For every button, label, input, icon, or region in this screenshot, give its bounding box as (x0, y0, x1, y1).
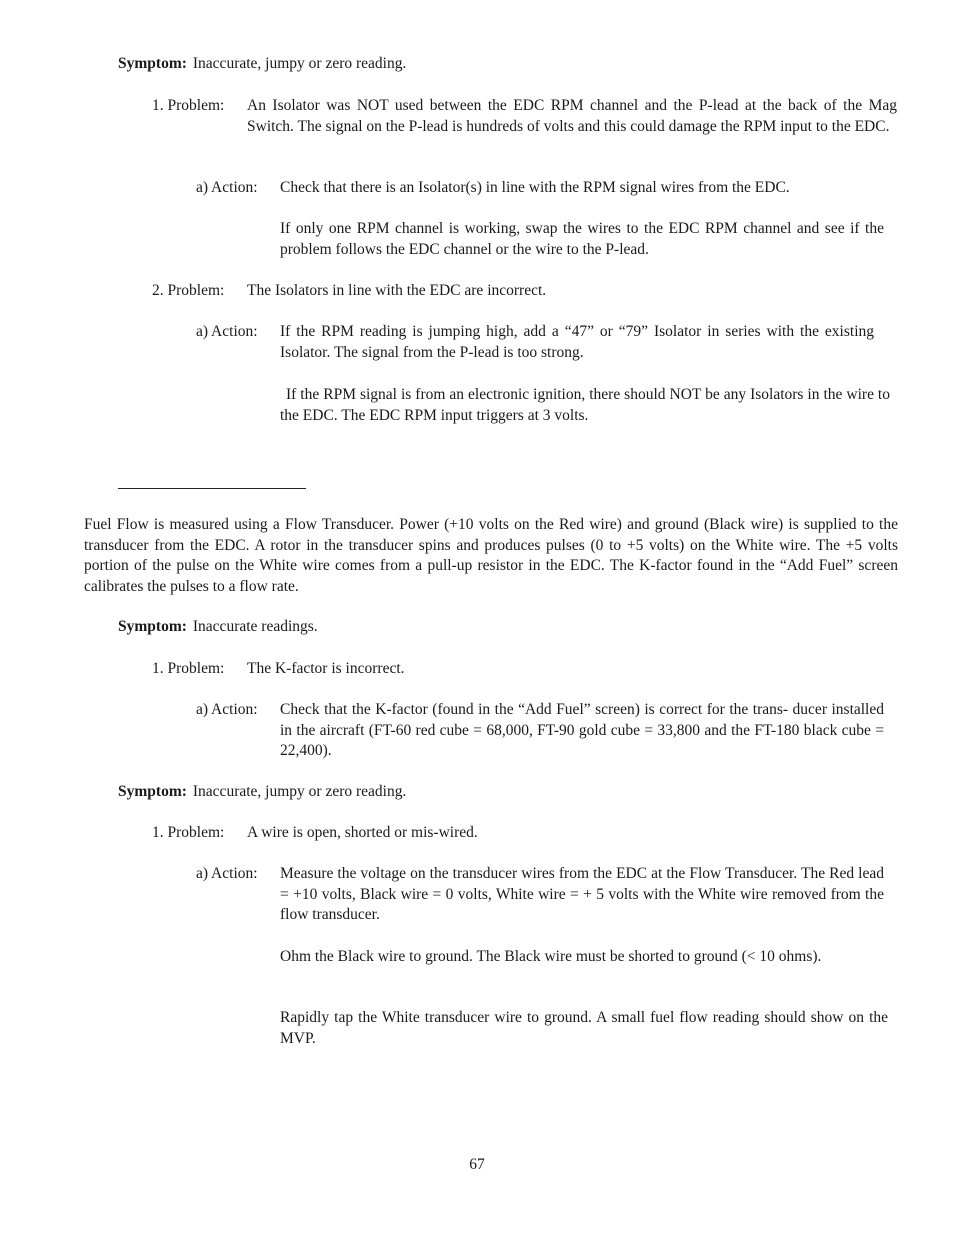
symptom-line (118, 54, 406, 75)
action-text-2: If only one RPM channel is working, swap the wires to the EDC RPM channel and see if the problem follows the EDC channel or the wire to the P-lead. (280, 220, 884, 258)
problem-label: 1. Problem: (152, 824, 225, 841)
action-text: If the RPM reading is jumping high, add a “47” or “79” Isolator in series with the existing Isolator. The signal from the P-lead is too strong. (280, 323, 874, 361)
action-label: a) Action: (196, 179, 258, 196)
fuel-flow-intro: Fuel Flow is measured using a Flow Transducer. Power (+10 volts on the Red wire) and ground (Black wire) is supplied to the transducer from the EDC. A rotor in the transducer spins and produces pulses (0 to +5 volts) on the White wire. The +5 volts portion of the pulse on the White wire comes from a pull-up resistor in the EDC. The K-factor found in the “Add Fuel” screen calibrates the pulses to a flow rate. (84, 516, 898, 596)
action-text: Check that there is an Isolator(s) in line with the RPM signal wires from the EDC. (280, 179, 790, 196)
action-label: a) Action: (196, 323, 258, 340)
problem-label: 2. Problem: (152, 282, 225, 299)
symptom-line (118, 782, 406, 803)
symptom-text: Inaccurate, jumpy or zero reading. (192, 55, 407, 72)
action-label: a) Action: (196, 701, 258, 718)
symptom-label: Symptom: (118, 618, 187, 635)
symptom-label: Symptom: (118, 55, 187, 72)
action-text: Check that the K-factor (found in the “Add Fuel” screen) is correct for the trans- ducer installed in the aircraft (FT-60 red cube = 68,000, FT-90 gold cube = 33,800 and the FT-180 black cube = 22,400). (280, 701, 884, 760)
problem-text: A wire is open, shorted or mis-wired. (247, 824, 478, 841)
problem-text: An Isolator was NOT used between the EDC RPM channel and the P-lead at the back of the Mag Switch. The signal on the P-lead is hundreds of volts and this could damage the RPM input to the EDC. (247, 97, 897, 135)
problem-label: 1. Problem: (152, 660, 225, 677)
action-label: a) Action: (196, 865, 258, 882)
page-number: 67 (469, 1156, 485, 1173)
symptom-text: Inaccurate readings. (192, 618, 318, 635)
problem-text: The Isolators in line with the EDC are incorrect. (247, 282, 547, 299)
action-text-3: Rapidly tap the White transducer wire to ground. A small fuel flow reading should show on the MVP. (280, 1009, 888, 1047)
problem-label: 1. Problem: (152, 97, 225, 114)
symptom-label: Symptom: (118, 783, 187, 800)
action-text-2: If the RPM signal is from an electronic ignition, there should NOT be any Isolators in the wire to the EDC. The EDC RPM input triggers at 3 volts. (280, 386, 890, 424)
symptom-text: Inaccurate, jumpy or zero reading. (192, 783, 407, 800)
action-text-2: Ohm the Black wire to ground. The Black wire must be shorted to ground (< 10 ohms). (280, 948, 822, 965)
action-text: Measure the voltage on the transducer wires from the EDC at the Flow Transducer. The Red lead = +10 volts, Black wire = 0 volts, White wire = + 5 volts with the White wire removed from the flow transducer. (280, 865, 884, 924)
section-divider (118, 488, 306, 489)
problem-text: The K-factor is incorrect. (247, 660, 405, 677)
symptom-line (118, 617, 318, 638)
